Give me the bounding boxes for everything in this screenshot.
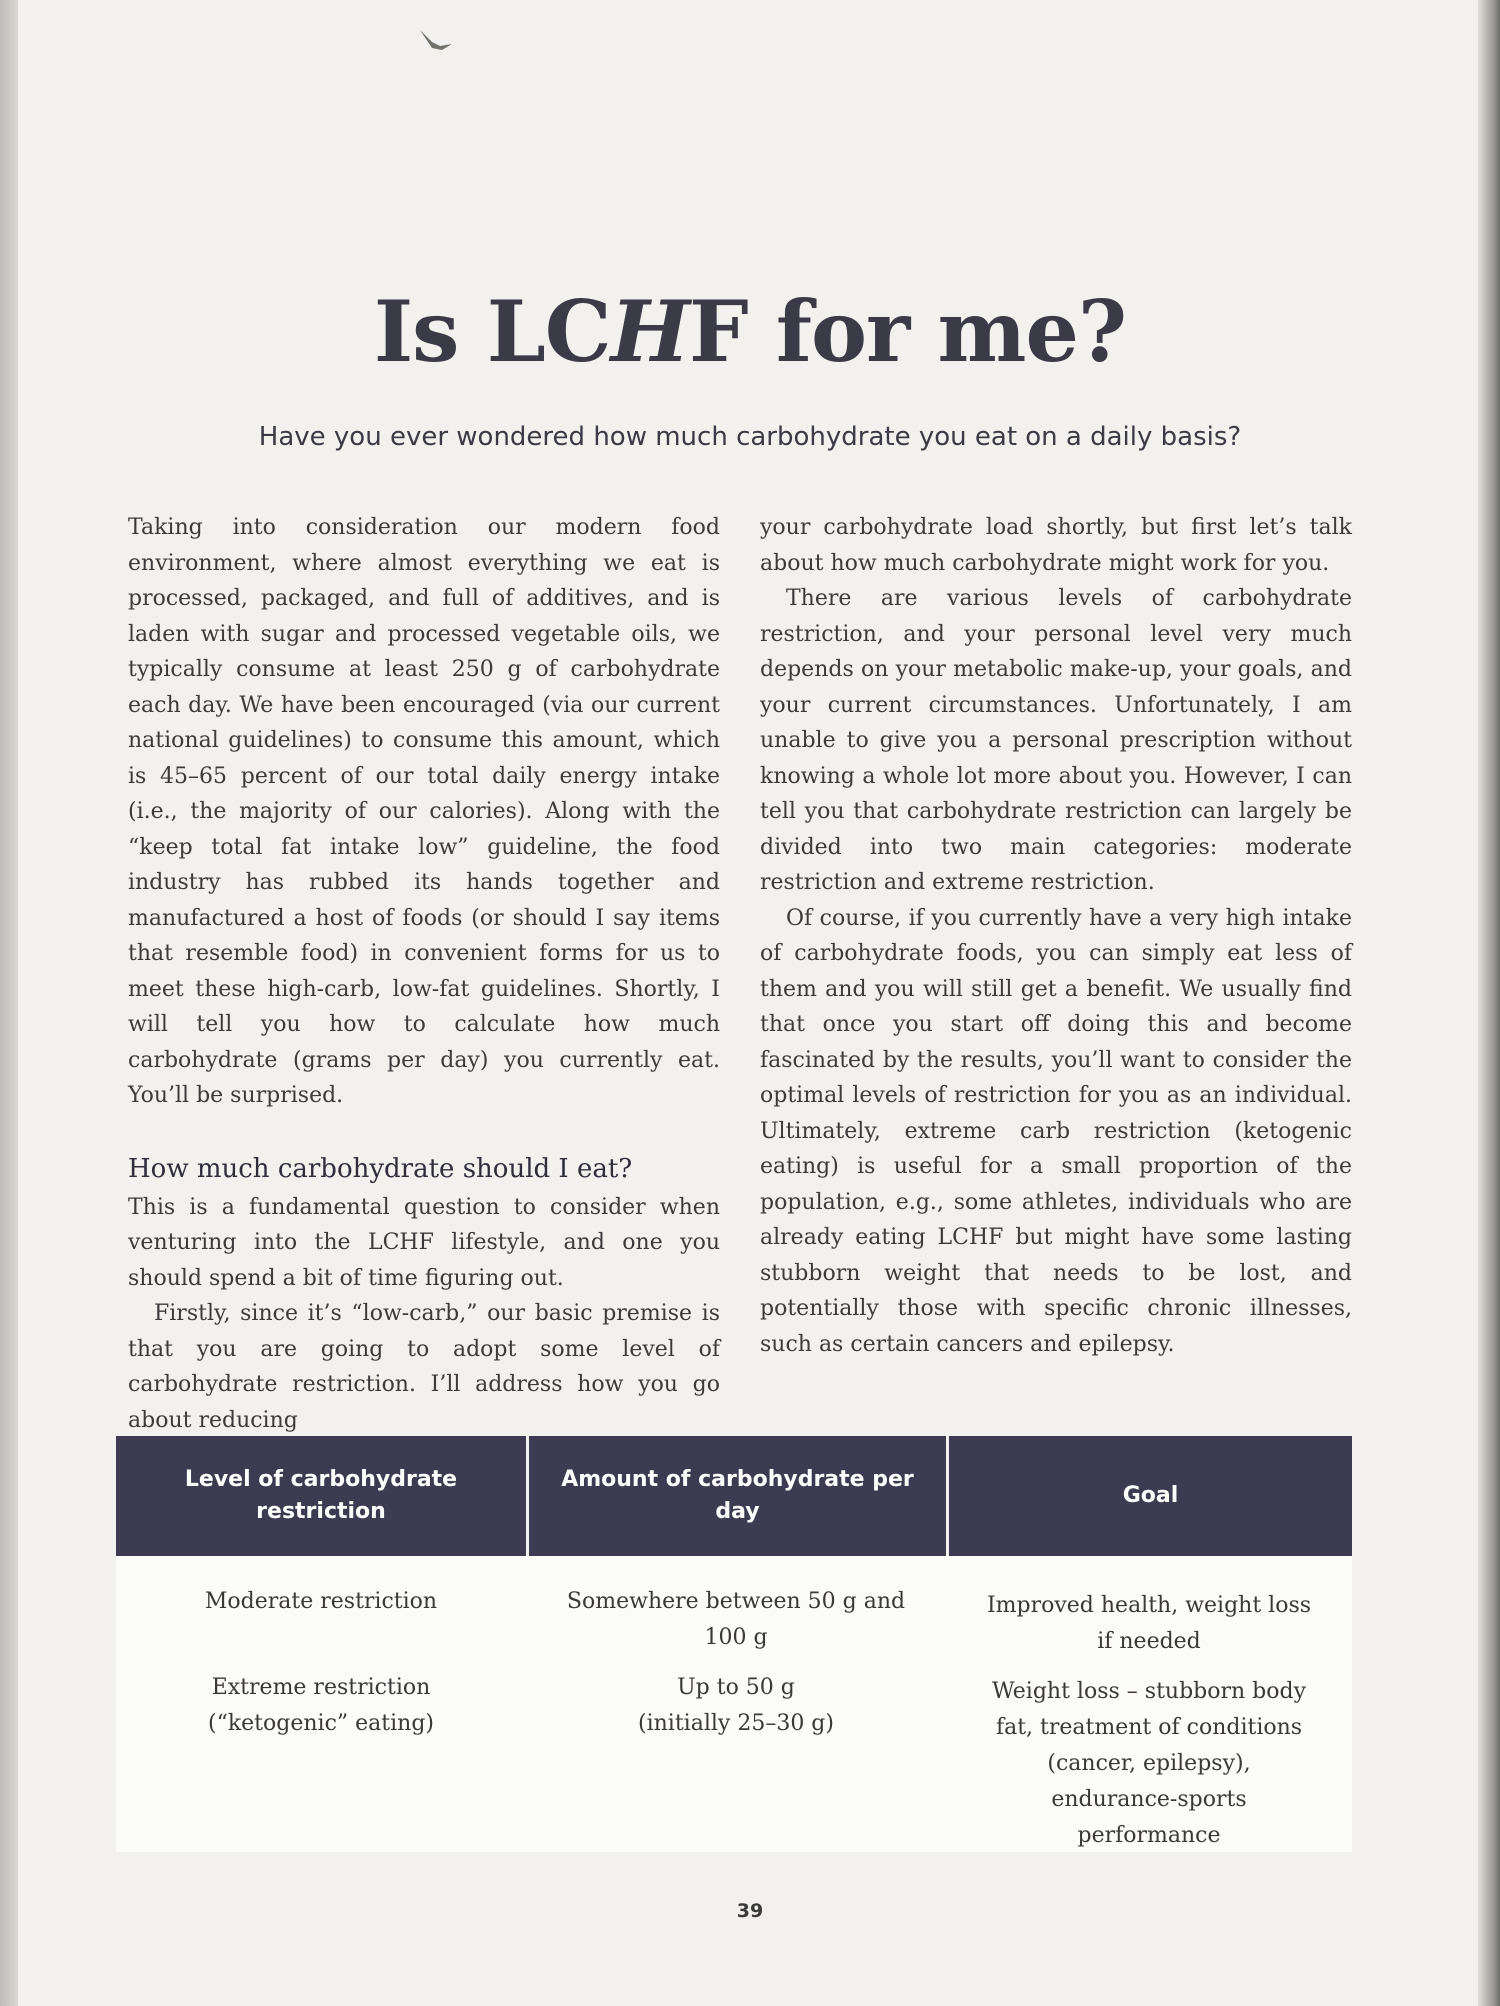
table-cell-level: Extreme restriction (“ketogenic” eating) xyxy=(208,1675,434,1736)
section-heading: How much carbohydrate should I eat? xyxy=(128,1153,633,1184)
right-text-column xyxy=(760,510,1352,1362)
table-body xyxy=(116,1556,1352,1854)
paragraph: There are various levels of carbohydrate restriction, and your personal level very much depends on your metabolic make-up, your goals, and your current circumstances. Unfortunately, I am unable to give you a personal prescription without knowing a whole lot more about you. However, I can tell you that carbohydrate restriction can largely be divided into two main categories: moderate restriction and extreme restriction. xyxy=(760,586,1352,895)
table-row xyxy=(116,1556,1352,1662)
left-text-column xyxy=(128,510,720,1438)
table-cell-goal: Weight loss – stubborn body fat, treatment of conditions (cancer, epilepsy), endurance-sports performance xyxy=(991,1679,1307,1848)
page-number: 39 xyxy=(736,1900,764,1922)
table-cell-level: Moderate restriction xyxy=(204,1589,438,1614)
table-cell-goal: Improved health, weight loss if needed xyxy=(986,1593,1312,1654)
page-subtitle: Have you ever wondered how much carbohydrate you eat on a daily basis? xyxy=(258,422,1242,452)
paragraph: This is a fundamental question to consider when venturing into the LCHF lifestyle, and one you should spend a bit of time figuring out. xyxy=(128,1194,720,1291)
table-header-row xyxy=(116,1436,1352,1556)
amount-line: (initially 25–30 g) xyxy=(638,1711,834,1736)
column-header-amount: Amount of carbohydrate per day xyxy=(526,1436,946,1556)
page-title: Is LCHF for me? xyxy=(373,282,1127,381)
paragraph: Taking into consideration our modern food environment, where almost everything we eat is processed, packaged, and full of additives, and is laden with sugar and processed vegetable oils, we typically consume at least 250 g of carbohydrate each day. We have been encouraged (via our current national guidelines) to consume this amount, which is 45–65 percent of our total daily energy intake (i.e., the majority of our calories). Along with the “keep total fat intake low” guideline, the food industry has rubbed its hands together and manufactured a host of foods (or should I say items that resemble food) in convenient forms for us to meet these high-carb, low-fat guidelines. Shortly, I will tell you how to calculate how much carbohydrate (grams per day) you currently eat. You’ll be surprised. xyxy=(128,515,720,1108)
table-cell-amount: Somewhere between 50 g and 100 g xyxy=(566,1589,906,1650)
table-row xyxy=(116,1662,1352,1854)
paragraph: Firstly, since it’s “low-carb,” our basic premise is that you are going to adopt some level of carbohydrate restriction. I’ll address how you go about reducing xyxy=(128,1301,720,1433)
column-header-goal: Goal xyxy=(946,1436,1352,1556)
column-header-level: Level of carbohydrate restriction xyxy=(184,1467,458,1524)
amount-line: Up to 50 g xyxy=(677,1675,795,1700)
ink-speck-mark xyxy=(418,28,456,54)
paragraph: your carbohydrate load shortly, but first let’s talk about how much carbohydrate might work for you. xyxy=(760,515,1352,576)
paragraph: Of course, if you currently have a very high intake of carbohydrate foods, you can simply eat less of them and you will still get a benefit. We usually find that once you start off doing this and become fascinated by the results, you’ll want to consider the optimal levels of restriction for you as an individual. Ultimately, extreme carb restriction (ketogenic eating) is useful for a small proportion of the population, e.g., some athletes, individuals who are already eating LCHF but might have some lasting stubborn weight that needs to be lost, and potentially those with specific chronic illnesses, such as certain cancers and epilepsy. xyxy=(760,905,1352,1357)
carb-restriction-table xyxy=(116,1436,1352,1852)
table-cell-amount xyxy=(526,1670,946,1854)
